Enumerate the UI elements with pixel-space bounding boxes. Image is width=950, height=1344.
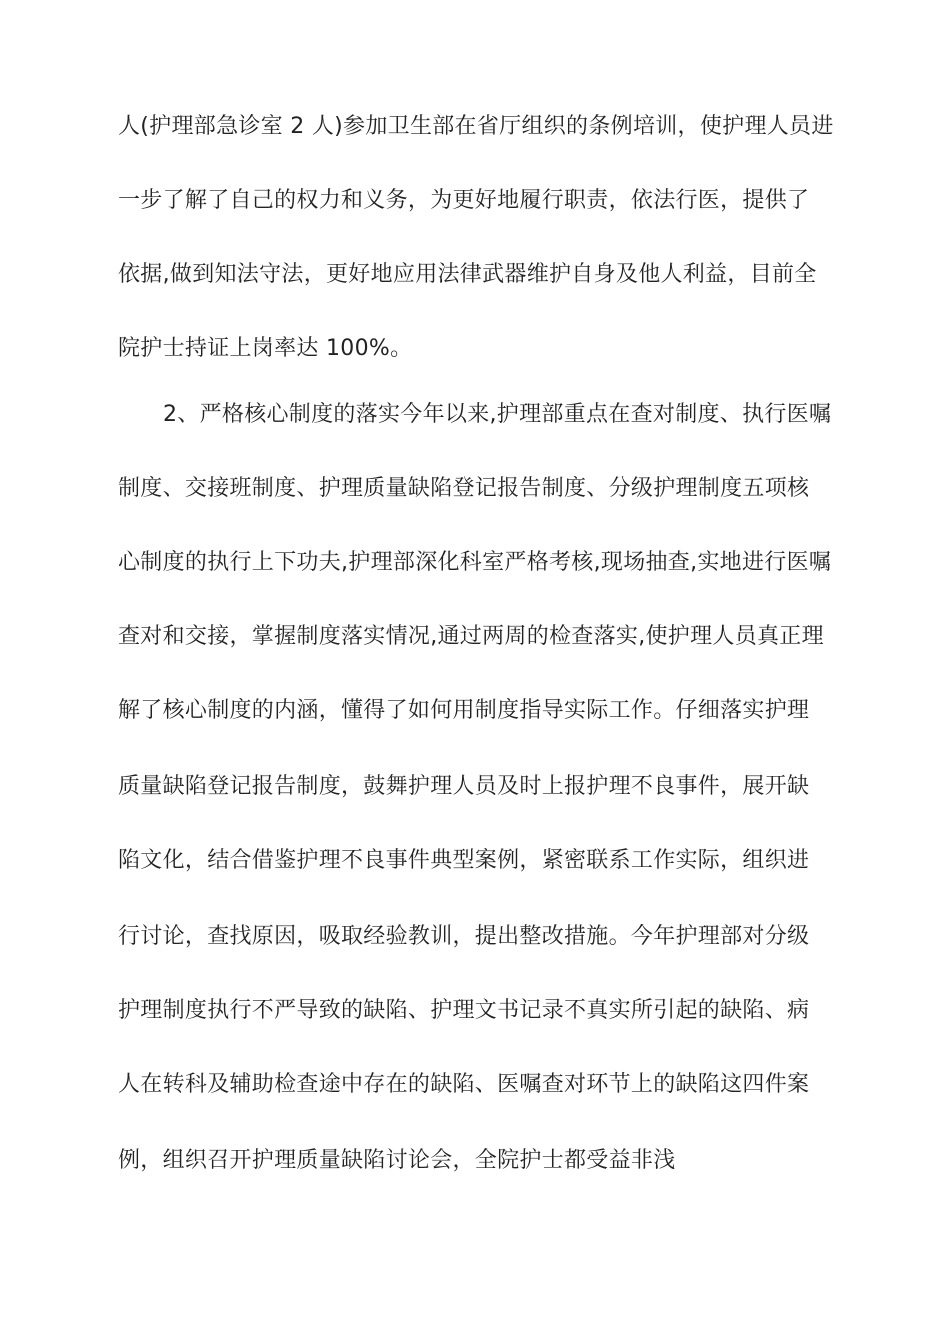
text-line-2: 一步了解了自己的权力和义务，为更好地履行职责，依法行医，提供了 (118, 188, 810, 213)
text-line-1: 人(护理部急诊室 2 人)参加卫生部在省厅组织的条例培训，使护理人员进 (118, 114, 834, 139)
text-line-9: 解了核心制度的内涵，懂得了如何用制度指导实际工作。仔细落实护理 (118, 698, 810, 723)
text-line-6: 制度、交接班制度、护理质量缺陷登记报告制度、分级护理制度五项核 (118, 476, 810, 501)
text-line-12: 行讨论，查找原因，吸取经验教训，提出整改措施。今年护理部对分级 (118, 924, 810, 949)
text-line-11: 陷文化，结合借鉴护理不良事件典型案例，紧密联系工作实际，组织进 (118, 848, 810, 873)
text-line-7: 心制度的执行上下功夫,护理部深化科室严格考核,现场抽查,实地进行医嘱 (118, 550, 832, 575)
text-line-5: 2、严格核心制度的落实今年以来,护理部重点在查对制度、执行医嘱 (163, 402, 832, 427)
text-line-15: 例，组织召开护理质量缺陷讨论会，全院护士都受益非浅 (118, 1148, 676, 1173)
text-line-10: 质量缺陷登记报告制度，鼓舞护理人员及时上报护理不良事件，展开缺 (118, 774, 810, 799)
text-line-14: 人在转科及辅助检查途中存在的缺陷、医嘱查对环节上的缺陷这四件案 (118, 1072, 810, 1097)
text-line-8: 查对和交接，掌握制度落实情况,通过两周的检查落实,使护理人员真正理 (118, 624, 824, 649)
text-line-13: 护理制度执行不严导致的缺陷、护理文书记录不真实所引起的缺陷、病 (118, 998, 810, 1023)
text-line-4: 院护士持证上岗率达 100%。 (118, 336, 413, 361)
text-line-3: 依据,做到知法守法，更好地应用法律武器维护自身及他人利益，目前全 (118, 262, 817, 287)
